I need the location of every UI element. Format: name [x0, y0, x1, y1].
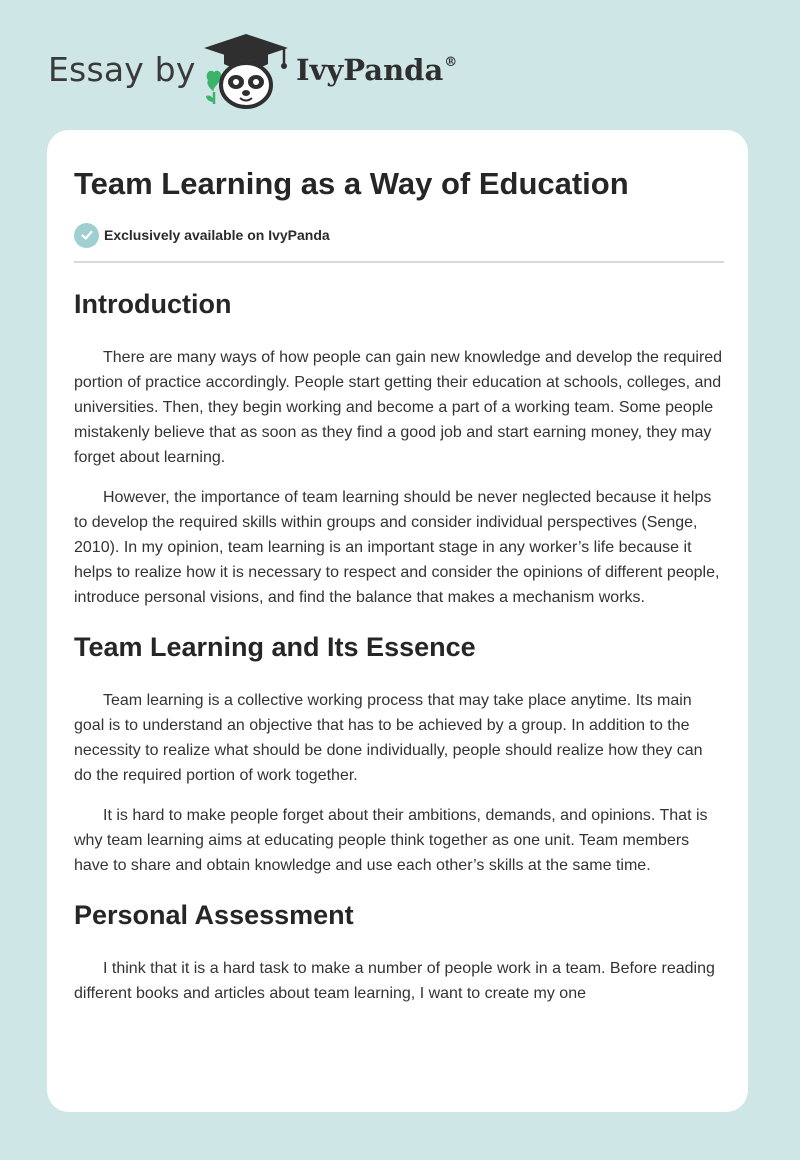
ivypanda-logo-icon[interactable] — [200, 30, 292, 112]
check-icon — [74, 223, 99, 248]
essay-card — [47, 130, 748, 1112]
trademark-symbol: ® — [444, 55, 458, 70]
essay-title: Team Learning as a Way of Education — [74, 166, 629, 201]
exclusive-badge — [74, 222, 330, 248]
brand-name[interactable]: IvyPanda® — [296, 53, 458, 87]
paragraph: Team learning is a collective working process that may take place anytime. Its main goal is to understand an objective that has to be achieved by a group. In addition to the necessity to realize what should be done individually, people should realize how they can do the required portion of work together. — [74, 692, 703, 784]
essay-by-label: Essay by — [48, 50, 196, 89]
section-heading-team-learning: Team Learning and Its Essence — [74, 632, 476, 662]
site-header — [0, 0, 800, 130]
paragraph: There are many ways of how people can gain new knowledge and develop the required portion of practice accordingly. People start getting their education at schools, colleges, and universities. Then, they begin working and become a part of a working team. Some people mistakenly believe that as soon as they find a good job and start earning money, they may forget about learning. — [74, 349, 723, 466]
paragraph: It is hard to make people forget about their ambitions, demands, and opinions. That is why team learning aims at educating people think together as one unit. Team members have to share and obtain knowledge and use each other’s skills at the same time. — [74, 807, 708, 874]
exclusive-label: Exclusively available on IvyPanda — [104, 227, 330, 243]
essay-body — [74, 280, 724, 1006]
paragraph: However, the importance of team learning should be never neglected because it helps to develop the required skills within groups and consider individual perspectives (Senge, 2010). In my opinion, team learning is an important stage in any worker’s life because it helps to realize how it is necessary to respect and consider the opinions of different people, introduce personal visions, and find the balance that makes a mechanism works. — [74, 489, 720, 606]
section-heading-introduction: Introduction — [74, 289, 232, 319]
title-divider — [74, 261, 724, 263]
paragraph: I think that it is a hard task to make a number of people work in a team. Before reading different books and articles about team learning, I want to create my one — [74, 960, 715, 1002]
section-heading-personal-assessment: Personal Assessment — [74, 900, 354, 930]
